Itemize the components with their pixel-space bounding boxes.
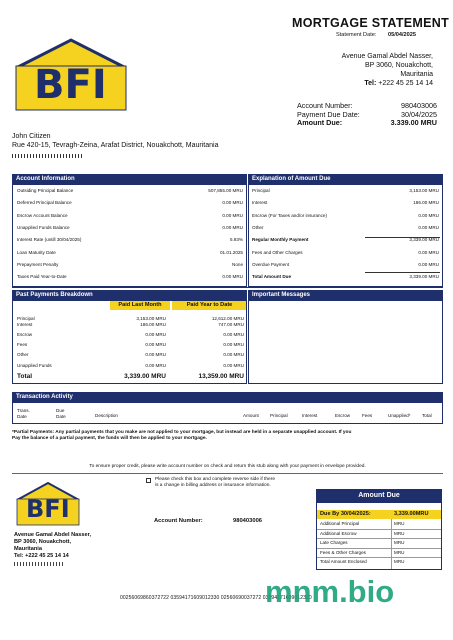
explanation-value: 0.00 MRU xyxy=(418,249,439,255)
partial-payment-note: *Partial Payments: Any partial payments that you make are not applied to your mortgage, but instead are held in a separate unapplied account. If you Pay the balance of a partial payment, the funds will then be applied to your mortgage. xyxy=(12,430,352,441)
past-payment-label: Fees xyxy=(17,342,28,347)
account-number-label: Account Number: xyxy=(297,101,353,110)
col-fees: Fees xyxy=(362,413,373,418)
messages-header: Important Messages xyxy=(248,290,443,300)
messages-box xyxy=(248,300,443,384)
past-payment-v1: 0.00 MRU xyxy=(145,363,166,368)
statement-title: MORTGAGE STATEMENT xyxy=(292,16,450,30)
account-info-value: 507,855.00 MRU xyxy=(208,188,243,193)
past-total-label: Total xyxy=(17,373,33,380)
cut-line xyxy=(12,473,443,474)
explanation-label: Overdue Payment xyxy=(252,261,290,267)
past-payment-v1: 0.00 MRU xyxy=(145,352,166,357)
account-info-value: 5.93% xyxy=(229,237,243,243)
stub-account-number: 980403006 xyxy=(233,518,263,524)
stub-account-label: Account Number: xyxy=(154,518,203,524)
check-note: Please check this box and complete reverse side if there is a change in billing address or insurance information. xyxy=(155,477,275,488)
account-number: 980403006 xyxy=(401,101,437,110)
past-payment-label: Interest xyxy=(17,322,33,327)
past-payment-v2: 0.00 MRU xyxy=(223,342,244,347)
stub-row-value: MRU xyxy=(394,521,405,526)
stub-amount-due-header: Amount Due xyxy=(316,489,442,502)
stub-logo-text: BFI xyxy=(26,495,70,523)
bank-address-line-2: BP 3060, Nouakchott, xyxy=(365,62,433,69)
stub-row-value: MRU xyxy=(394,559,405,564)
explanation-label: Regular Monthly Payment xyxy=(252,237,309,243)
col-escrow: Escrow xyxy=(335,413,351,418)
explanation-label: Fees and Other Charges xyxy=(252,249,303,255)
stub-row-label: Late Charges xyxy=(320,540,348,545)
customer-address: Rue 420-15, Tevragh-Zeina, Arafat District, Nouakchott, Mauritania xyxy=(12,142,219,149)
bank-address-line-3: Mauritania xyxy=(400,71,433,78)
stub-instruction: To ensure proper credit, please write account number on check and return this stub along with your payment in envelope provided. xyxy=(89,464,366,469)
stub-row-label: Additional Escrow xyxy=(320,530,357,536)
bank-address-line-1: Avenue Gamal Abdel Nasser, xyxy=(341,53,433,60)
account-info-label: Loan Maturity Date xyxy=(17,249,56,255)
past-payment-v1: 0.00 MRU xyxy=(145,342,166,347)
stub-row-divider xyxy=(317,529,441,530)
past-payment-v2: 747.00 MRU xyxy=(218,322,244,327)
amount-due-label: Amount Due: xyxy=(297,118,343,127)
account-info-value: 0.00 MRU xyxy=(222,200,243,206)
account-info-label: Prepayment Penalty xyxy=(17,261,59,267)
micr-line: 00256069860372722 03594171609012330 02560690037272 03594171609012330 xyxy=(120,595,312,601)
watermark-text: mnm.bio xyxy=(265,574,395,609)
stub-bfi-logo xyxy=(14,480,82,526)
stub-column-divider xyxy=(391,519,392,569)
explanation-value: 3,153.00 MRU xyxy=(409,188,439,193)
col-principal: Principal xyxy=(270,413,288,418)
bank-address xyxy=(342,52,433,88)
col-due: Due Date xyxy=(56,408,66,419)
stub-row-divider xyxy=(317,538,441,539)
statement-date: 05/04/2025 xyxy=(388,32,416,38)
past-payment-v1: 3,153.00 MRU xyxy=(136,316,166,321)
account-info-header: Account Information xyxy=(12,174,247,184)
col-interest: Interest xyxy=(302,413,318,418)
account-info-label: Outsiding Principal Balance xyxy=(17,188,74,193)
total-line xyxy=(365,272,440,273)
past-payment-v1: 186.00 MRU xyxy=(140,322,166,327)
paid-ytd-header: Paid Year to Date xyxy=(172,300,247,310)
past-payments-header: Past Payments Breakdown xyxy=(12,290,247,300)
explanation-label: Other xyxy=(252,224,264,230)
explanation-value: 0.00 MRU xyxy=(418,224,439,230)
explanation-label: Principal xyxy=(252,188,270,193)
account-info-value: None xyxy=(232,261,243,267)
stub-row-value: MRU xyxy=(394,540,405,545)
due-by-label: Due By 30/04/2025: xyxy=(320,511,371,517)
account-info-value: 0.00 MRU xyxy=(222,212,243,218)
explanation-label: Interest xyxy=(252,200,268,206)
col-description: Description xyxy=(95,413,118,418)
account-info-value: 0.00 MRU xyxy=(222,224,243,230)
account-info-label: Escrow Account Balance xyxy=(17,212,68,218)
customer-block xyxy=(12,132,218,150)
past-payment-v2: 12,612.00 MRU xyxy=(211,316,244,321)
tel-label: Tel: xyxy=(364,80,377,87)
account-info-value: 0.00 MRU xyxy=(222,274,243,280)
due-date: 30/04/2025 xyxy=(401,109,437,119)
stub-barcode-mark xyxy=(14,562,64,566)
explanation-label: Escrow (For Taxes and/or insurance) xyxy=(252,212,327,218)
explanation-value: 3,339.00 MRU xyxy=(409,237,439,243)
col-total: Total xyxy=(422,413,432,418)
past-payment-v2: 0.00 MRU xyxy=(223,332,244,337)
stub-row-value: MRU xyxy=(394,530,405,536)
stub-row-label: Fees & Other Charges xyxy=(320,549,366,555)
account-info-label: Unapplied Funds Balance xyxy=(17,224,70,230)
stub-row-divider xyxy=(317,557,441,558)
statement-date-label: Statement Date: xyxy=(336,32,377,38)
paid-last-month-header: Paid Last Month xyxy=(110,300,170,310)
stub-row-divider xyxy=(317,548,441,549)
explanation-value: 3,339.00 MRU xyxy=(409,274,439,280)
col-unapplied: Unapplied* xyxy=(388,413,411,418)
explanation-value: 0.00 MRU xyxy=(418,261,439,267)
customer-name: John Citizen xyxy=(12,133,51,140)
transaction-box xyxy=(12,402,443,424)
logo-text: BFI xyxy=(34,62,107,108)
past-total-v1: 3,339.00 MRU xyxy=(124,373,166,380)
past-payment-label: Other xyxy=(17,352,29,357)
stub-row-label: Additional Principal xyxy=(320,521,360,526)
account-summary xyxy=(297,102,360,128)
subtotal-line xyxy=(365,237,440,238)
past-payment-v2: 0.00 MRU xyxy=(223,363,244,368)
past-payment-v1: 0.00 MRU xyxy=(145,332,166,337)
past-payment-label: Escrow xyxy=(17,332,33,337)
account-info-label: Interest Rate (untill 30/04/2025) xyxy=(17,237,82,243)
explanation-label: Total Amount Due xyxy=(252,274,292,280)
address-change-checkbox[interactable] xyxy=(146,478,151,483)
account-info-label: Deferred Principal Balance xyxy=(17,200,72,206)
account-info-label: Taxes Paid Year-to-Date xyxy=(17,274,67,280)
col-amount: Amount xyxy=(243,413,259,418)
due-date-label: Payment Due Date: xyxy=(297,109,360,119)
tel-value: +222 45 25 14 14 xyxy=(378,80,433,87)
barcode-mark xyxy=(12,154,82,158)
explanation-header: Explanation of Amount Due xyxy=(248,174,443,184)
amount-due: 3.339.00 MRU xyxy=(390,118,437,127)
past-payment-v2: 0.00 MRU xyxy=(223,352,244,357)
stub-row-value: MRU xyxy=(394,549,405,555)
past-payment-label: Unapplied Funds xyxy=(17,363,52,368)
past-total-v2: 13,359.00 MRU xyxy=(198,373,244,380)
past-payment-label: Principal xyxy=(17,316,35,321)
due-by-value: 3,339.00MRU xyxy=(394,511,429,517)
transaction-header: Transaction Activity xyxy=(12,392,443,402)
explanation-value: 0.00 MRU xyxy=(418,212,439,218)
explanation-value: 186.00 MRU xyxy=(413,200,439,206)
stub-row-label: Total Amount Enclosed xyxy=(320,559,367,564)
stub-address: Avenue Gamal Abdel Nasser, BP 3060, Nouakchott, Mauritania Tel: +222 45 25 14 14 xyxy=(14,532,91,559)
account-info-value: 01.01.2025 xyxy=(220,249,243,255)
account-summary-values xyxy=(391,102,437,128)
bfi-logo xyxy=(12,36,130,112)
col-trans: Trans. Date xyxy=(17,408,30,419)
divider xyxy=(12,287,443,288)
